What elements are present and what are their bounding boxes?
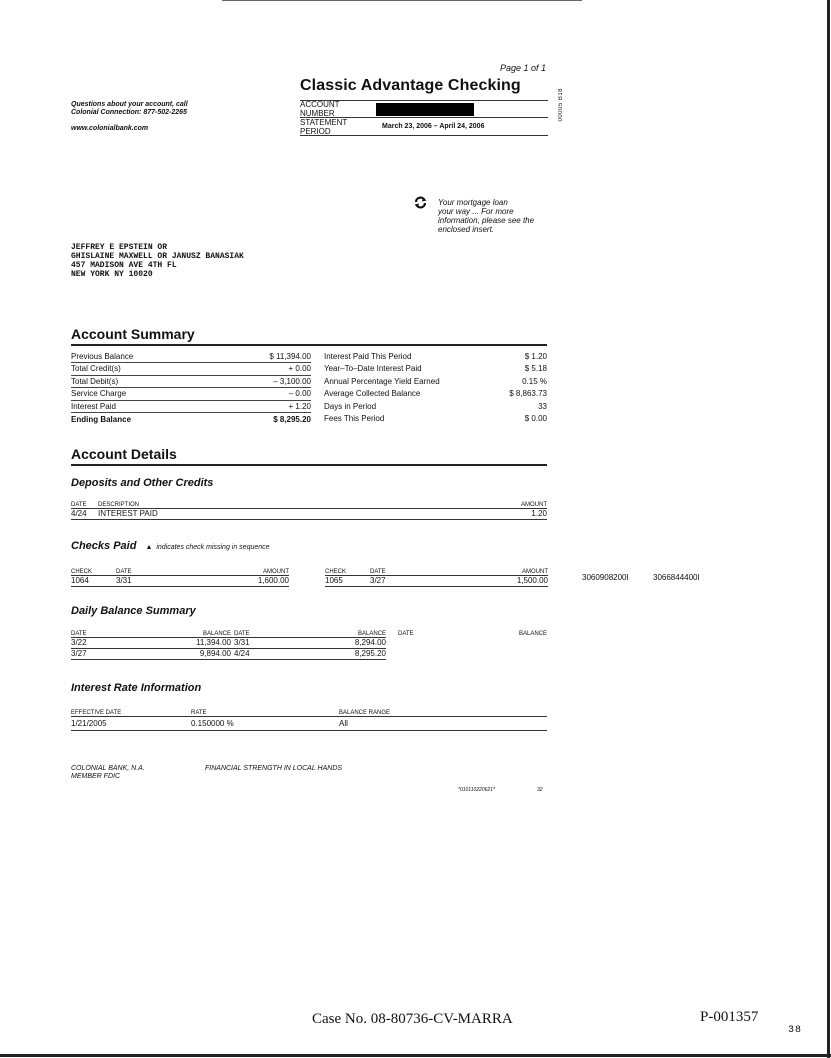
- cell-date: 4/24: [71, 508, 98, 519]
- mailing-address: [71, 243, 244, 279]
- deposits-table: [71, 497, 547, 520]
- cell-balance: 9,894.00: [111, 648, 231, 659]
- summary-row: [71, 388, 547, 401]
- col-date-3: DATE: [398, 631, 414, 637]
- account-details-heading: Account Details: [71, 446, 177, 462]
- account-number-label: ACCOUNT NUMBER: [300, 100, 340, 118]
- summary-value: $ 8,863.73: [509, 389, 547, 399]
- bates-number: P-001357: [700, 1009, 759, 1025]
- col-balance-2: BALANCE: [271, 626, 386, 637]
- cell-date: 3/27: [71, 648, 111, 659]
- col-description: DESCRIPTION: [98, 497, 468, 508]
- summary-value: $ 5.18: [524, 364, 547, 374]
- cell-balance-2: 8,294.00: [271, 637, 386, 648]
- cell-check: 1064: [71, 575, 116, 586]
- summary-value: – 3,100.00: [255, 375, 311, 388]
- summary-value: $ 1.20: [524, 351, 547, 361]
- bank-name: COLONIAL BANK, N.A.: [71, 765, 145, 772]
- col-balance: BALANCE: [111, 626, 231, 637]
- case-number: Case No. 08-80736-CV-MARRA: [312, 1011, 513, 1027]
- cell-rate: 0.150000 %: [191, 716, 339, 730]
- bottom-page-edge: [0, 1054, 831, 1057]
- account-details-rule: [71, 464, 547, 466]
- daily-balance-table: [71, 626, 547, 660]
- table-row: [71, 508, 547, 519]
- cell-amount-2: 1,500.00: [450, 575, 548, 586]
- summary-row: [71, 375, 547, 388]
- summary-gap: [311, 375, 324, 388]
- summary-label: Interest Paid: [71, 400, 255, 413]
- promo-line-4: enclosed insert.: [438, 225, 495, 234]
- summary-label: Ending Balance: [71, 414, 132, 424]
- address-line-2: GHISLAINE MAXWELL OR JANUSZ BANASIAK: [71, 252, 244, 261]
- contact-line-2: Colonial Connection: 877-502-2265: [71, 109, 187, 116]
- summary-label: Previous Balance: [71, 350, 255, 363]
- summary-row: [71, 363, 547, 376]
- checks-paid-table: [71, 564, 548, 587]
- summary-value: 33: [538, 401, 547, 411]
- col-date: DATE: [71, 497, 98, 508]
- deposits-heading: Deposits and Other Credits: [71, 477, 214, 489]
- summary-label: Fees This Period: [324, 414, 385, 424]
- cell-date-2: 3/31: [231, 637, 271, 648]
- col-date: DATE: [116, 564, 196, 575]
- address-line-4: NEW YORK NY 10020: [71, 270, 153, 279]
- contact-info: [71, 101, 188, 117]
- contact-line-1: Questions about your account, call: [71, 101, 188, 108]
- bank-footer: [71, 765, 145, 781]
- summary-value: + 1.20: [255, 400, 311, 413]
- website: www.colonialbank.com: [71, 125, 149, 132]
- col-date: DATE: [71, 626, 111, 637]
- account-summary-rule: [71, 344, 547, 346]
- col-spacer: [289, 564, 325, 575]
- summary-row: [71, 350, 547, 363]
- check-image-ref-1: 3060908200I: [582, 573, 629, 582]
- interest-rate-heading: Interest Rate Information: [71, 682, 202, 694]
- col-rate: RATE: [191, 702, 339, 716]
- cell-date: 3/31: [116, 575, 196, 586]
- daily-balance-heading: Daily Balance Summary: [71, 605, 196, 617]
- statement-period-row: [300, 118, 548, 136]
- page-sequence-number: 32: [537, 787, 543, 793]
- interest-rate-table: [71, 702, 547, 731]
- cell-effective-date: 1/21/2005: [71, 716, 191, 730]
- cell-amount: 1.20: [468, 508, 547, 519]
- summary-value: – 0.00: [255, 388, 311, 401]
- top-rule: [222, 0, 582, 1]
- deposits-header-row: [71, 497, 547, 508]
- summary-value: $ 11,394.00: [255, 350, 311, 363]
- right-page-edge: [827, 0, 830, 1058]
- side-code: 00005 B18: [558, 88, 564, 122]
- statement-period-value: March 23, 2006 – April 24, 2006: [382, 123, 485, 130]
- summary-value: $ 8,295.20: [273, 414, 311, 424]
- promo-line-2: your way ... For more: [438, 207, 514, 216]
- cell-description: INTEREST PAID: [98, 508, 468, 519]
- statement-title: Classic Advantage Checking: [300, 77, 521, 94]
- checks-header-row: [71, 564, 548, 575]
- check-image-ref-2: 3066844400I: [653, 573, 700, 582]
- page-number: Page 1 of 1: [499, 63, 546, 73]
- summary-label: Interest Paid This Period: [324, 351, 412, 361]
- table-row: [71, 575, 548, 586]
- cell-date-2: 3/27: [370, 575, 450, 586]
- summary-label: Total Debit(s): [71, 375, 255, 388]
- summary-gap: [311, 350, 324, 363]
- col-effective-date: EFFECTIVE DATE: [71, 702, 191, 716]
- account-summary-table: [71, 350, 547, 425]
- summary-value: + 0.00: [255, 363, 311, 376]
- cell-empty: [426, 637, 547, 648]
- mortgage-promo: [438, 198, 554, 234]
- col-date-2: DATE: [370, 564, 450, 575]
- col-amount: AMOUNT: [468, 497, 547, 508]
- summary-gap: [311, 413, 324, 426]
- summary-value: $ 0.00: [524, 414, 547, 424]
- cell-empty: [426, 648, 547, 659]
- cell-amount: 1,600.00: [196, 575, 289, 586]
- cell-spacer: [289, 575, 325, 586]
- col-date-2: DATE: [231, 626, 271, 637]
- cell-date-2: 4/24: [231, 648, 271, 659]
- address-line-3: 457 MADISON AVE 4TH FL: [71, 261, 177, 270]
- summary-label: Annual Percentage Yield Earned: [324, 376, 440, 386]
- summary-row-ending-balance: [71, 413, 547, 426]
- col-amount: AMOUNT: [196, 564, 289, 575]
- cell-balance: 11,394.00: [111, 637, 231, 648]
- checks-paid-title: Checks Paid: [71, 540, 137, 552]
- member-fdic: MEMBER FDIC: [71, 773, 120, 780]
- summary-row: [71, 400, 547, 413]
- summary-gap: [311, 388, 324, 401]
- table-row: [71, 716, 547, 730]
- checks-paid-note-text: indicates check missing in sequence: [156, 544, 270, 551]
- balance-header-row: [71, 626, 547, 637]
- cell-date: 3/22: [71, 637, 111, 648]
- bank-slogan: FINANCIAL STRENGTH IN LOCAL HANDS: [205, 765, 343, 772]
- summary-label: Total Credit(s): [71, 363, 255, 376]
- cell-balance-2: 8,295.20: [271, 648, 386, 659]
- promo-line-1: Your mortgage loan: [438, 198, 508, 207]
- summary-label: Service Charge: [71, 388, 255, 401]
- cell-balance-range: All: [339, 716, 547, 730]
- barcode-text: *010110220621*: [458, 787, 495, 793]
- table-row: [71, 637, 547, 648]
- col-check: CHECK: [71, 564, 116, 575]
- account-info-box: [300, 100, 548, 136]
- cell-check-2: 1065: [325, 575, 370, 586]
- address-line-1: JEFFREY E EPSTEIN OR: [71, 243, 168, 252]
- account-number-row: [300, 100, 548, 118]
- bates-subnumber: 38: [788, 1025, 803, 1036]
- summary-gap: [311, 363, 324, 376]
- col-amount-2: AMOUNT: [450, 564, 548, 575]
- refresh-arrows-icon: [414, 196, 427, 209]
- promo-line-3: information, please see the: [438, 216, 535, 225]
- missing-check-marker-icon: ▲: [145, 544, 153, 551]
- summary-gap: [311, 400, 324, 413]
- statement-period-label: STATEMENT PERIOD: [300, 117, 348, 136]
- col-balance-range: BALANCE RANGE: [339, 702, 547, 716]
- cell-empty: [386, 648, 426, 659]
- summary-label: Average Collected Balance: [324, 389, 421, 399]
- summary-label: Days in Period: [324, 401, 377, 411]
- account-summary-heading: Account Summary: [71, 326, 195, 342]
- col-balance-3: BALANCE: [518, 631, 547, 637]
- account-number-redaction: [376, 103, 474, 116]
- checks-paid-heading: [71, 540, 270, 552]
- summary-label: Year–To–Date Interest Paid: [324, 364, 422, 374]
- summary-value: 0.15 %: [522, 376, 547, 386]
- table-row: [71, 648, 547, 659]
- col-check-2: CHECK: [325, 564, 370, 575]
- interest-header-row: [71, 702, 547, 716]
- checks-paid-note: [145, 544, 269, 551]
- cell-empty: [386, 637, 426, 648]
